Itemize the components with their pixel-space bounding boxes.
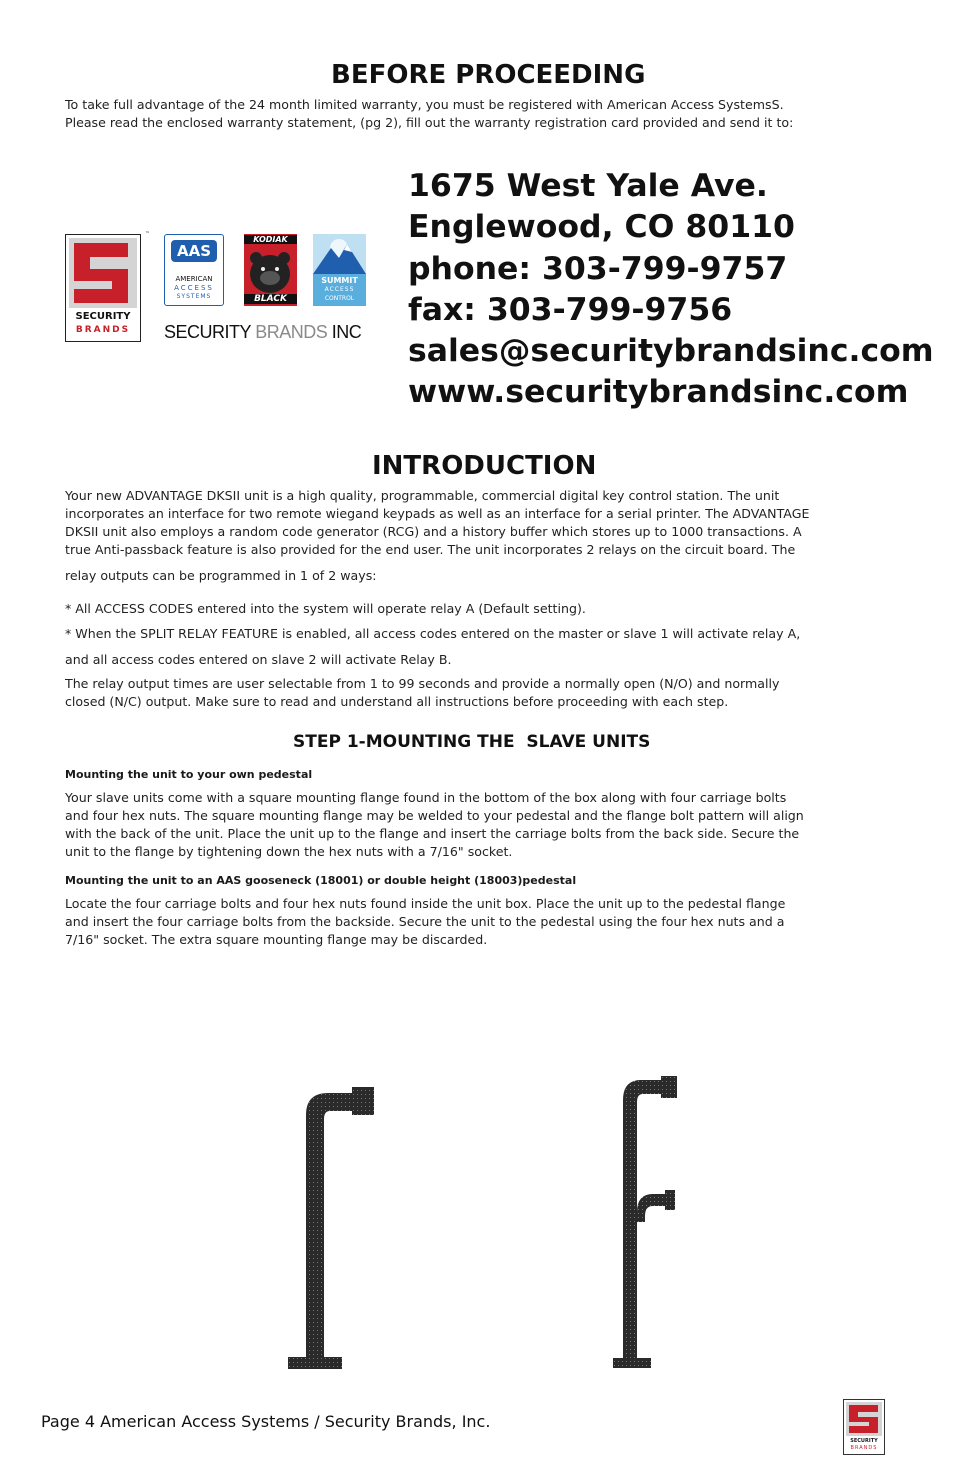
kodiak-bottom: BLACK: [244, 294, 297, 304]
address-street: 1675 West Yale Ave.: [408, 168, 768, 204]
kodiak-logo: [244, 234, 297, 306]
kodiak-top: KODIAK: [244, 235, 297, 244]
step1-heading: STEP 1-MOUNTING THE SLAVE UNITS: [293, 732, 651, 752]
intro-p1-line-1: Your new ADVANTAGE DKSII unit is a high quality, programmable, commercial digital key control station. The unit: [65, 488, 780, 503]
sb-word-security: SECURITY: [75, 311, 131, 322]
bear-icon: [244, 246, 297, 296]
inc-word-3: INC: [327, 322, 362, 342]
summit-line-2: ACCESS: [324, 286, 355, 293]
sb-word-brands: BRANDS: [75, 325, 131, 335]
before-line-1: To take full advantage of the 24 month limited warranty, you must be registered with American Access SystemsS.: [65, 97, 784, 112]
security-brands-logo: [65, 234, 141, 342]
page-footer: Page 4 American Access Systems / Security Brands, Inc.: [41, 1412, 491, 1431]
footer-logo: [843, 1399, 885, 1455]
step1-p1-line-4: unit to the flange by tightening down the hex nuts with a 7/16" socket.: [65, 844, 513, 859]
footer-logo-word-2: BRANDS: [850, 1445, 878, 1451]
inc-word-1: SECURITY: [164, 322, 256, 342]
address-web[interactable]: www.securitybrandsinc.com: [408, 374, 909, 411]
aas-line-3: SYSTEMS: [176, 293, 212, 300]
step1-p1-line-2: and four hex nuts. The square mounting flange may be welded to your pedestal and the flange bolt pattern will align: [65, 808, 804, 823]
double-height-pedestal-illustration: [605, 1072, 695, 1382]
summit-logo: [313, 234, 366, 306]
step1-p1-line-3: with the back of the unit. Place the unit up to the flange and insert the carriage bolts from the back side. Secure the: [65, 826, 800, 841]
introduction-heading: INTRODUCTION: [372, 451, 597, 481]
security-brands-inc-wordmark: [164, 322, 361, 343]
aas-badge: AAS: [171, 240, 217, 262]
address-phone: phone: 303-799-9757: [408, 250, 788, 287]
step1-p2-line-3: 7/16" socket. The extra square mounting flange may be discarded.: [65, 932, 488, 947]
intro-p2-line-1: The relay output times are user selectable from 1 to 99 seconds and provide a normally open (N/O) and normally: [65, 676, 780, 691]
address-city: Englewood, CO 80110: [408, 209, 795, 246]
intro-bullet-2: * When the SPLIT RELAY FEATURE is enabled, all access codes entered on the master or slave 1 will activate relay A,: [65, 626, 801, 641]
aas-logo: [164, 234, 224, 306]
address-email[interactable]: sales@securitybrandsinc.com: [408, 333, 934, 370]
aas-line-2: ACCESS: [174, 284, 214, 292]
step1-sub-2: Mounting the unit to an AAS gooseneck (18001) or double height (18003)pedestal: [65, 874, 577, 887]
intro-p1-continued: relay outputs can be programmed in 1 of 2 ways:: [65, 568, 377, 583]
gooseneck-pedestal-illustration: [280, 1085, 390, 1385]
address-fax: fax: 303-799-9756: [408, 291, 733, 328]
step1-p1-line-1: Your slave units come with a square mounting flange found in the bottom of the box along with four carriage bolts: [65, 790, 787, 805]
before-line-2: Please read the enclosed warranty statement, (pg 2), fill out the warranty registration card provided and send it to:: [65, 115, 794, 130]
summit-line-1: SUMMIT: [321, 276, 358, 285]
inc-word-2: BRANDS: [255, 322, 328, 342]
step1-sub-1: Mounting the unit to your own pedestal: [65, 768, 313, 781]
aas-line-1: AMERICAN: [175, 275, 213, 283]
sb-tm: ™: [145, 231, 150, 237]
intro-p1-line-4: true Anti-passback feature is also provided for the end user. The unit incorporates 2 relays on the circuit board. The: [65, 542, 796, 557]
footer-s-mark: [844, 1400, 884, 1440]
footer-logo-word-1: SECURITY: [850, 1438, 878, 1444]
address-block: [408, 166, 934, 414]
intro-p1-line-3: DKSII unit also employs a random code generator (RCG) and a history buffer which stores up to 1000 transactions. A: [65, 524, 802, 539]
intro-bullet-2-continued: and all access codes entered on slave 2 will activate Relay B.: [65, 652, 452, 667]
step1-p2-line-1: Locate the four carriage bolts and four hex nuts found inside the unit box. Place the unit up to the pedestal flange: [65, 896, 786, 911]
step1-p2-line-2: and insert the four carriage bolts from the backside. Secure the unit to the pedestal using the four hex nuts and a: [65, 914, 785, 929]
mountain-icon: [313, 234, 366, 274]
intro-p2-line-2: closed (N/C) output. Make sure to read and understand all instructions before proceeding with each step.: [65, 694, 729, 709]
intro-bullet-1: * All ACCESS CODES entered into the system will operate relay A (Default setting).: [65, 601, 586, 616]
before-proceeding-heading: BEFORE PROCEEDING: [331, 60, 646, 90]
summit-line-3: CONTROL: [324, 295, 355, 302]
intro-p1-line-2: incorporates an interface for two remote wiegand keypads as well as an interface for a serial printer. The ADVANTAGE: [65, 506, 810, 521]
